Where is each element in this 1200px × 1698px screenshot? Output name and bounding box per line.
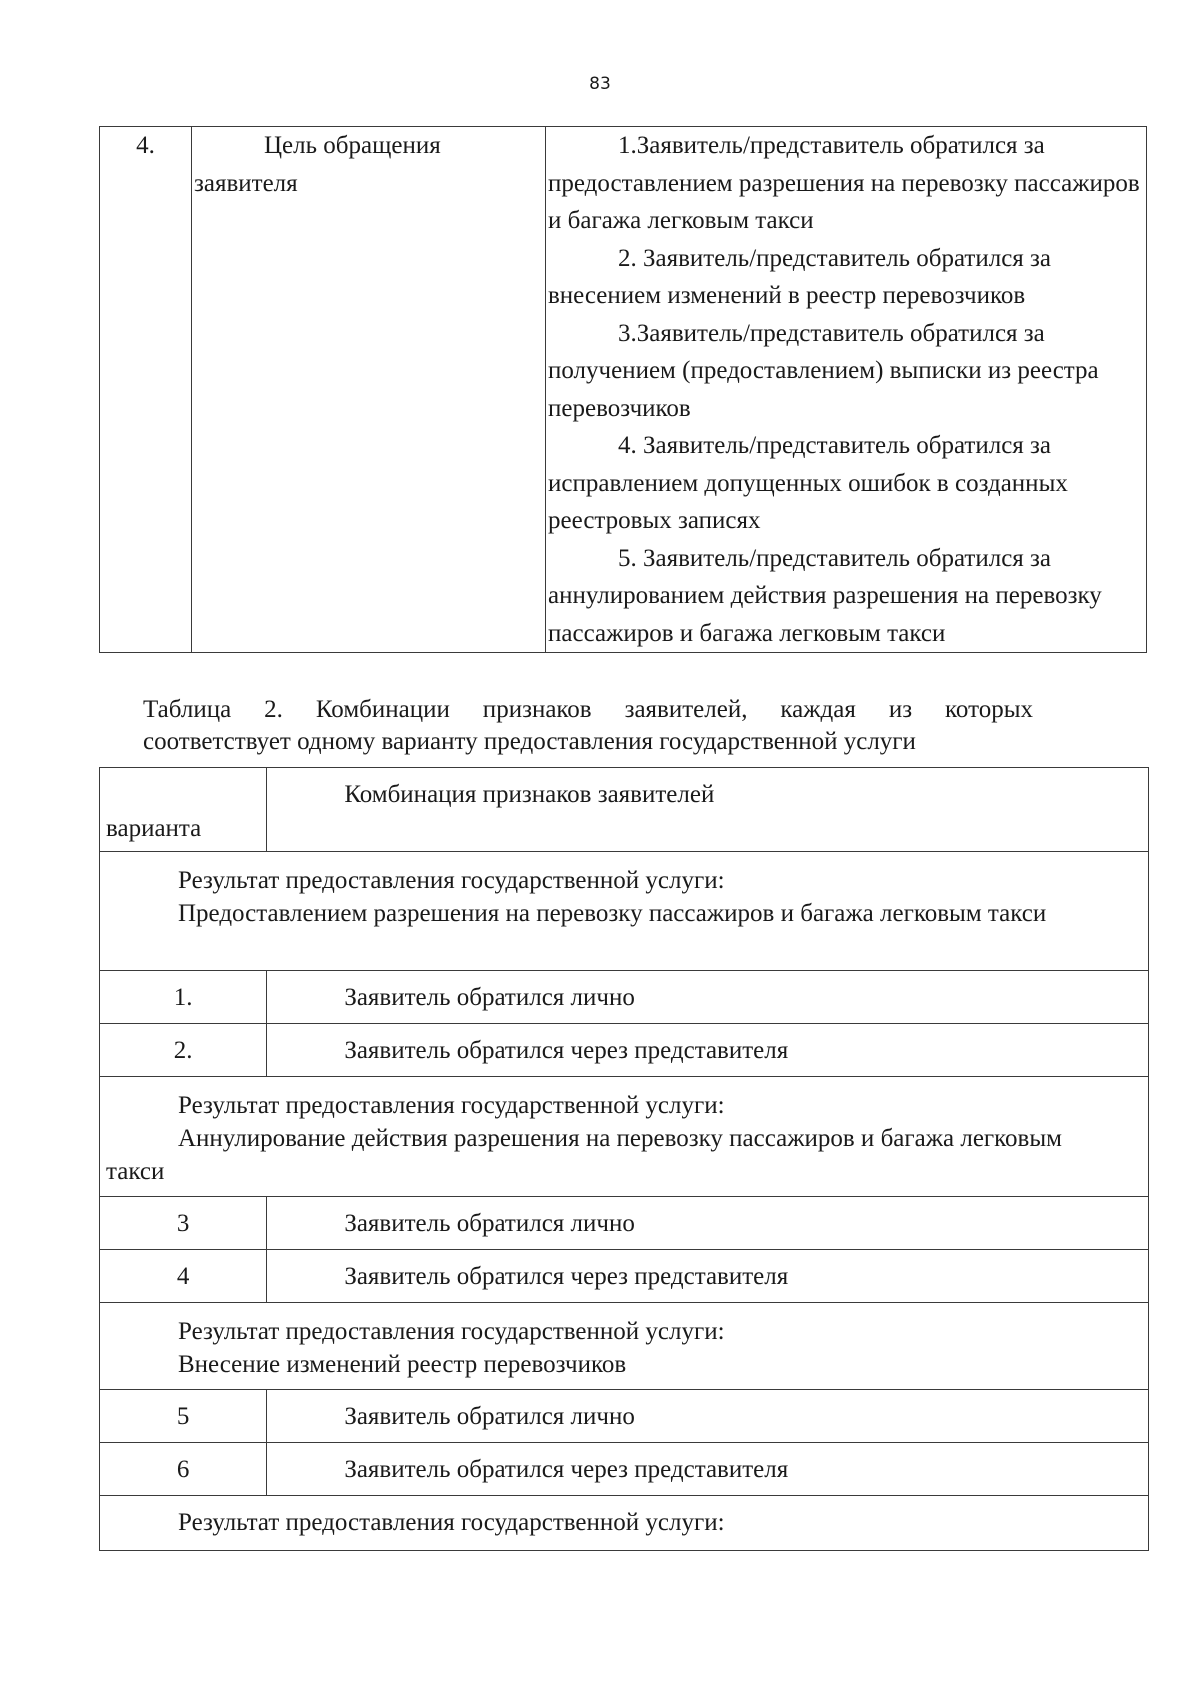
variant-text: Заявитель обратился лично xyxy=(267,1390,1149,1443)
result-row xyxy=(100,1496,1149,1551)
table-row xyxy=(100,127,1147,653)
variant-number: 3 xyxy=(100,1197,267,1250)
variant-number: 1. xyxy=(100,971,267,1024)
table-row xyxy=(100,1390,1149,1443)
table-header-row xyxy=(100,768,1149,852)
row-options xyxy=(546,127,1147,653)
result-cell xyxy=(100,1303,1149,1390)
result-cell xyxy=(100,852,1149,971)
result-cell xyxy=(100,1496,1149,1551)
variant-number: 5 xyxy=(100,1390,267,1443)
table-row xyxy=(100,971,1149,1024)
option-first-line: 3.Заявитель/представитель обратился за xyxy=(618,319,1045,347)
table-row xyxy=(100,1250,1149,1303)
option-rest: исправлением допущенных ошибок в созданных реестровых записях xyxy=(548,469,1068,534)
table-row xyxy=(100,1443,1149,1496)
header-variant: варианта xyxy=(100,768,267,852)
purpose-table xyxy=(99,126,1147,653)
option-rest: внесением изменений в реестр перевозчиков xyxy=(548,282,1026,309)
option-first-line: 4. Заявитель/представитель обратился за xyxy=(618,432,1052,459)
option-first-line: 5. Заявитель/представитель обратился за xyxy=(618,544,1052,572)
option-rest: предоставлением разрешения на перевозку пассажиров и багажа легковым такси xyxy=(548,169,1140,234)
variants-table xyxy=(99,767,1149,1551)
result-text: Аннулирование действия разрешения на перевозку пассажиров и багажа легковым такси xyxy=(106,1125,1062,1185)
row-label xyxy=(192,127,546,653)
result-label: Результат предоставления государственной услуги: xyxy=(178,1509,725,1536)
variant-text: Заявитель обратился через представителя xyxy=(267,1250,1149,1303)
result-row xyxy=(100,852,1149,971)
result-label: Результат предоставления государственной услуги: xyxy=(178,1318,725,1345)
result-text: Внесение изменений реестр перевозчиков xyxy=(178,1351,627,1378)
result-label: Результат предоставления государственной услуги: xyxy=(178,1092,725,1119)
caption-line: Таблица 2. Комбинации признаков заявителей, каждая из которых xyxy=(143,696,1033,723)
label-line: заявителя xyxy=(194,169,298,197)
option-rest: получением (предоставлением) выписки из реестра перевозчиков xyxy=(548,357,1099,422)
table-row xyxy=(100,1197,1149,1250)
variant-text: Заявитель обратился через представителя xyxy=(267,1443,1149,1496)
label-line: Цель обращения xyxy=(264,132,441,159)
variant-number: 4 xyxy=(100,1250,267,1303)
result-row xyxy=(100,1303,1149,1390)
table-row xyxy=(100,1024,1149,1077)
result-label: Результат предоставления государственной услуги: xyxy=(178,867,725,894)
variant-text: Заявитель обратился через представителя xyxy=(267,1024,1149,1077)
variant-number: 6 xyxy=(100,1443,267,1496)
row-number: 4. xyxy=(100,127,192,653)
result-text: Предоставлением разрешения на перевозку пассажиров и багажа легковым такси xyxy=(178,900,1047,927)
option-first-line: 1.Заявитель/представитель обратился за xyxy=(618,132,1045,159)
caption-line: соответствует одному варианту предоставления государственной услуги xyxy=(143,728,916,755)
option-first-line: 2. Заявитель/представитель обратился за xyxy=(618,244,1052,272)
result-row xyxy=(100,1077,1149,1197)
variant-number: 2. xyxy=(100,1024,267,1077)
page-number: 83 xyxy=(589,74,611,94)
table-caption xyxy=(143,694,1033,758)
variant-text: Заявитель обратился лично xyxy=(267,971,1149,1024)
option-rest: аннулированием действия разрешения на перевозку пассажиров и багажа легковым такси xyxy=(548,582,1102,647)
header-combination: Комбинация признаков заявителей xyxy=(267,768,1149,852)
variant-text: Заявитель обратился лично xyxy=(267,1197,1149,1250)
result-cell xyxy=(100,1077,1149,1197)
